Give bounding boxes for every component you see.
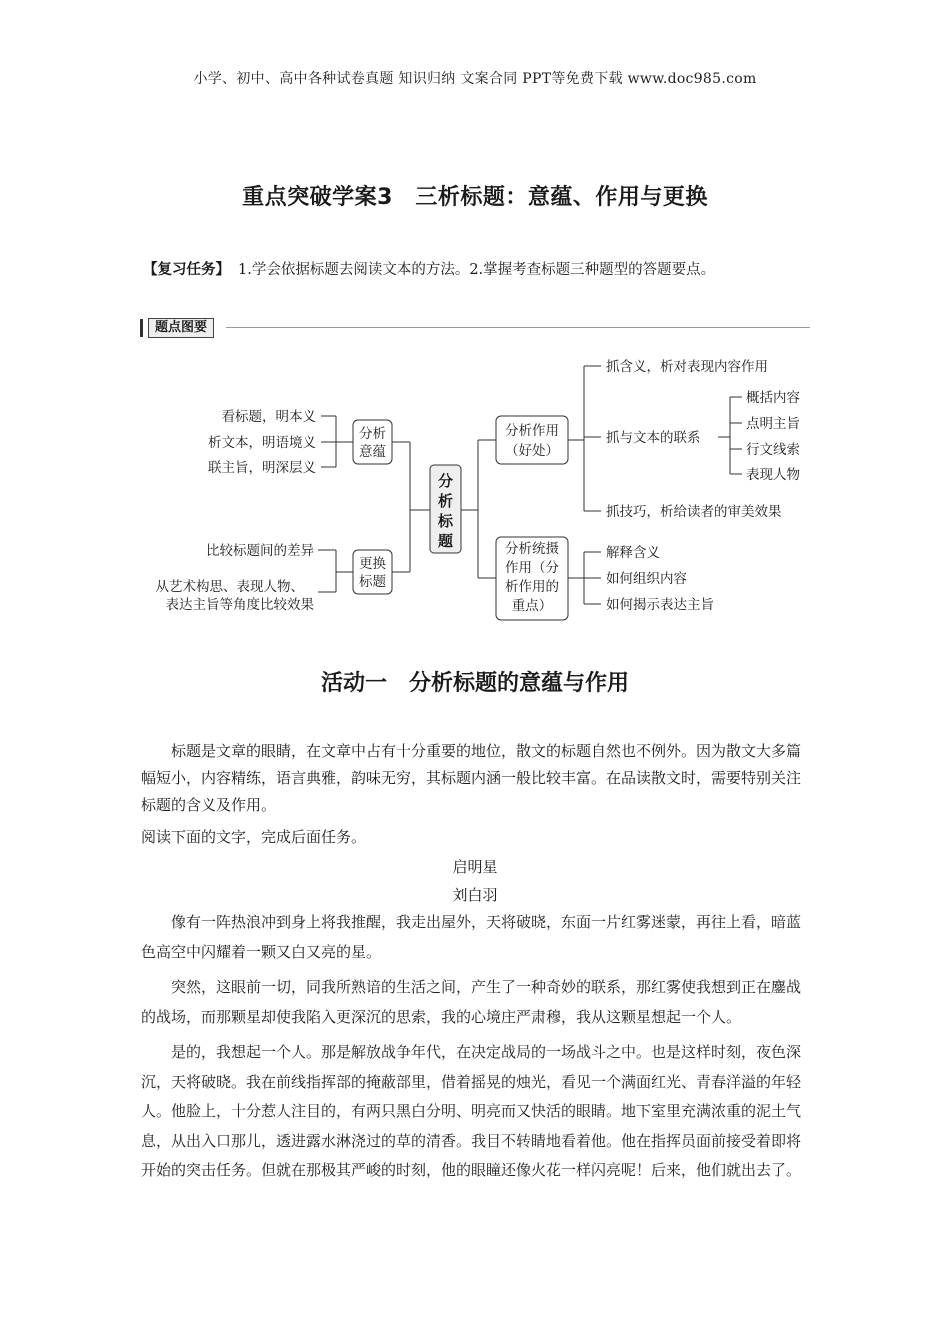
article-title: 启明星 <box>452 858 498 876</box>
right-top-item: 抓含义，析对表现内容作用 <box>606 359 768 375</box>
activity-title: 活动一 分析标题的意蕴与作用 <box>320 671 629 696</box>
review-task <box>143 258 823 279</box>
article-author: 刘白羽 <box>452 886 498 904</box>
unifying-function-label: 分析统摄 <box>505 541 559 557</box>
analyze-function-label: （好处） <box>505 443 559 459</box>
right-bottom-item: 解释含义 <box>606 545 660 561</box>
left-top-item: 析文本，明语境义 <box>208 435 316 451</box>
analyze-meaning-label: 分析 <box>359 426 386 442</box>
analyze-meaning-label: 意蕴 <box>359 444 386 460</box>
center-label: 析 <box>437 492 454 510</box>
review-task-label: 【复习任务】 <box>143 262 230 278</box>
right-bottom-item: 如何组织内容 <box>606 571 687 587</box>
section-rule <box>226 327 810 328</box>
review-task-text: 1.学会依据标题去阅读文本的方法。2.掌握考查标题三种题型的答题要点。 <box>238 262 716 278</box>
analyze-function-label: 分析作用 <box>505 423 559 439</box>
concept-diagram <box>0 340 950 630</box>
intro-paragraph: 标题是文章的眼睛，在文章中占有十分重要的地位，散文的标题自然也不例外。因为散文大多篇幅短小，内容精练，语言典雅，韵味无穷，其标题内涵一般比较丰富。在品读散文时，需要特别关注标题的含义及作用。 <box>141 742 802 814</box>
article-paragraph: 突然，这眼前一切，同我所熟谙的生活之间，产生了一种奇妙的联系，那红雾使我想到正在鏖战的战场，而那颗星却使我陷入更深沉的思索，我的心境庄严肃穆，我从这颗星想起一个人。 <box>141 978 802 1026</box>
page-header: 小学、初中、高中各种试卷真题 知识归纳 文案合同 PPT等免费下载 www.doc985.com <box>193 71 757 87</box>
right-bottom-item: 如何揭示表达主旨 <box>606 597 714 613</box>
left-bottom-item: 表达主旨等角度比较效果 <box>165 597 314 613</box>
left-top-item: 看标题，明本义 <box>221 409 316 425</box>
sub-item: 概括内容 <box>746 390 800 406</box>
sub-item: 点明主旨 <box>746 416 800 432</box>
center-label: 分 <box>437 472 454 490</box>
right-top-item: 抓与文本的联系 <box>606 430 701 446</box>
article-paragraph: 是的，我想起一个人。那是解放战争年代，在决定战局的一场战斗之中。也是这样时刻，夜色深沉，天将破晓。我在前线指挥部的掩蔽部里，借着摇晃的烛光，看见一个满面红光、青春洋溢的年轻人。他脸上，十分惹人注目的，有两只黑白分明、明亮而又快活的眼睛。地下室里充满浓重的泥土气息，从出入口那儿，透进露水淋浇过的草的清香。我目不转睛地看着他。他在指挥员面前接受着即将开始的突击任务。但就在那极其严峻的时刻，他的眼瞳还像火花一样闪亮呢！后来，他们就出去了。 <box>141 1043 802 1179</box>
section-marker <box>140 319 143 337</box>
page-title: 重点突破学案3 三析标题：意蕴、作用与更换 <box>242 185 708 210</box>
unifying-function-label: 作用（分 <box>505 560 559 576</box>
sub-item: 表现人物 <box>746 467 800 483</box>
center-label: 题 <box>437 532 454 550</box>
change-title-label: 标题 <box>359 574 386 590</box>
left-top-item: 联主旨，明深层义 <box>208 460 316 476</box>
unifying-function-label: 重点） <box>511 598 553 614</box>
left-bottom-item: 从艺术构思、表现人物、 <box>155 579 304 595</box>
right-top-item: 抓技巧，析给读者的审美效果 <box>606 504 782 520</box>
article-paragraph: 像有一阵热浪冲到身上将我推醒，我走出屋外，天将破晓，东面一片红雾迷蒙，再往上看，暗蓝色高空中闪耀着一颗又白又亮的星。 <box>141 913 802 961</box>
section-tag: 题点图要 <box>148 318 214 338</box>
instruction-text: 阅读下面的文字，完成后面任务。 <box>141 828 367 846</box>
center-label: 标 <box>437 512 454 530</box>
left-bottom-item: 比较标题间的差异 <box>206 543 314 559</box>
sub-item: 行文线索 <box>746 442 800 458</box>
article-body <box>141 908 813 1192</box>
unifying-function-label: 析作用的 <box>505 579 559 595</box>
section-header <box>140 318 810 338</box>
change-title-label: 更换 <box>359 556 386 572</box>
